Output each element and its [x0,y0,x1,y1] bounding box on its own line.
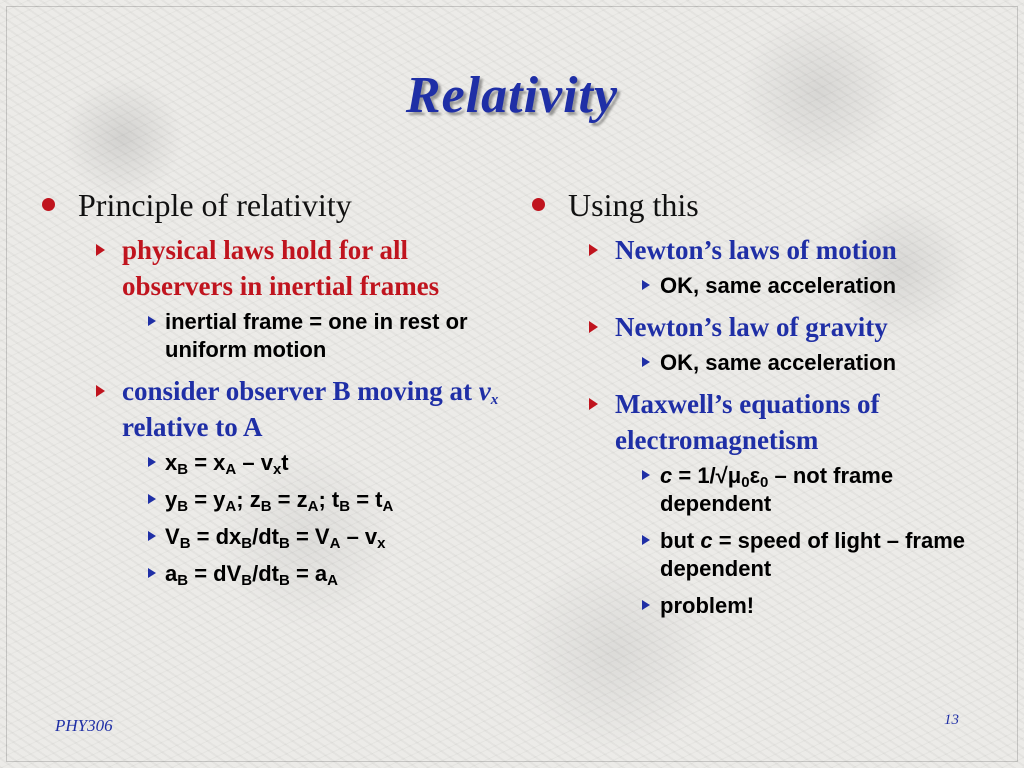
eq-part: /dt [252,524,280,549]
eq-sub: A [382,498,394,515]
eq-part: ; z [236,487,261,512]
eq-sub: B [241,572,253,589]
right-item-1-text: Newton’s laws of motion [615,235,897,265]
eq-part: – v [340,524,378,549]
left-column [40,186,510,597]
eq-sub: B [339,498,351,515]
triangle-bullet-icon [642,357,650,367]
eq-sub: B [241,535,253,552]
triangle-bullet-icon [148,568,156,578]
eq-part: V [165,524,180,549]
velocity-v: v [478,376,491,406]
eq-part: = t [350,487,383,512]
velocity-sub: x [490,392,499,408]
right-heading-text: Using this [568,187,699,223]
left-item-2 [40,373,510,445]
eq-part: but [660,528,701,553]
left-heading-text: Principle of relativity [78,187,352,223]
left-heading [40,186,510,224]
right-item-3 [530,386,1000,458]
right-item-1-sub [530,272,1000,300]
eq-part: = z [271,487,308,512]
page-number: 13 [944,712,959,728]
right-item-1-sub-text: OK, same acceleration [660,273,897,298]
equation-yzt [40,486,510,514]
eq-part: y [165,487,178,512]
eq-sub: B [177,572,189,589]
right-item-2-sub [530,349,1000,377]
right-heading [530,186,1000,224]
eq-part: = speed of light – frame dependent [660,528,966,581]
eq-sub: B [177,461,189,478]
eq-part: = x [188,450,226,475]
eq-part: = V [289,524,330,549]
eq-sub: A [327,572,339,589]
eq-sub: x [272,461,282,478]
eq-part: ε [749,463,761,488]
triangle-bullet-icon [148,531,156,541]
eq-part: /dt [252,561,280,586]
equation-acceleration [40,560,510,588]
right-item-1 [530,232,1000,268]
right-item-3-sub-c-text: problem! [660,593,755,618]
eq-part: – v [236,450,273,475]
eq-part: = y [188,487,226,512]
eq-part: t [281,450,289,475]
eq-sub: A [307,498,319,515]
eq-sub: A [225,461,237,478]
right-item-3-sub-a [530,462,1000,518]
triangle-bullet-icon [96,244,105,256]
eq-part: = a [289,561,328,586]
triangle-bullet-icon [642,600,650,610]
equation-velocity [40,523,510,551]
right-item-3-sub-c [530,592,1000,620]
eq-part: x [165,450,178,475]
triangle-bullet-icon [96,385,105,397]
right-item-3-sub-b [530,527,1000,583]
eq-sub: B [279,572,290,589]
eq-sub: x [377,535,386,552]
triangle-bullet-icon [642,535,650,545]
equation-x [40,449,510,477]
eq-sub: A [225,498,237,515]
eq-sub: B [279,535,290,552]
right-item-2-text: Newton’s law of gravity [615,312,888,342]
triangle-bullet-icon [148,316,156,326]
left-item-1-text: physical laws hold for all observers in inertial frames [122,235,440,301]
right-item-3-text: Maxwell’s equations of electromagnetism [615,389,880,455]
triangle-bullet-icon [642,280,650,290]
eq-part: = dx [190,524,242,549]
bullet-dot-icon [532,198,545,211]
triangle-bullet-icon [148,494,156,504]
triangle-bullet-icon [148,457,156,467]
left-item-1-sub [40,308,510,364]
course-label: PHY306 [55,716,113,735]
left-item-2-text-a: consider observer B moving at [122,376,479,406]
triangle-bullet-icon [589,398,598,410]
bullet-dot-icon [42,198,55,211]
right-item-2-sub-text: OK, same acceleration [660,350,897,375]
speed-of-light-symbol: c [660,463,673,488]
eq-sub: B [179,535,191,552]
eq-sub: 0 [741,474,750,491]
triangle-bullet-icon [589,244,598,256]
eq-sub: B [177,498,189,515]
eq-part: = 1/√μ [672,463,742,488]
triangle-bullet-icon [589,321,598,333]
eq-part: = dV [188,561,242,586]
left-item-1-sub-text: inertial frame = one in rest or uniform motion [165,309,468,362]
right-item-2 [530,309,1000,345]
eq-sub: B [260,498,272,515]
eq-part: ; t [318,487,340,512]
speed-of-light-symbol: c [700,528,713,553]
right-column [530,186,1000,629]
slide-title: Relativity [405,67,619,124]
eq-sub: A [329,535,341,552]
left-item-2-text-b: relative to A [122,412,263,442]
eq-part: a [165,561,178,586]
triangle-bullet-icon [642,470,650,480]
velocity-symbol [479,376,498,406]
eq-sub: 0 [760,474,769,491]
eq-part: – not frame dependent [660,463,894,516]
left-item-1 [40,232,510,304]
